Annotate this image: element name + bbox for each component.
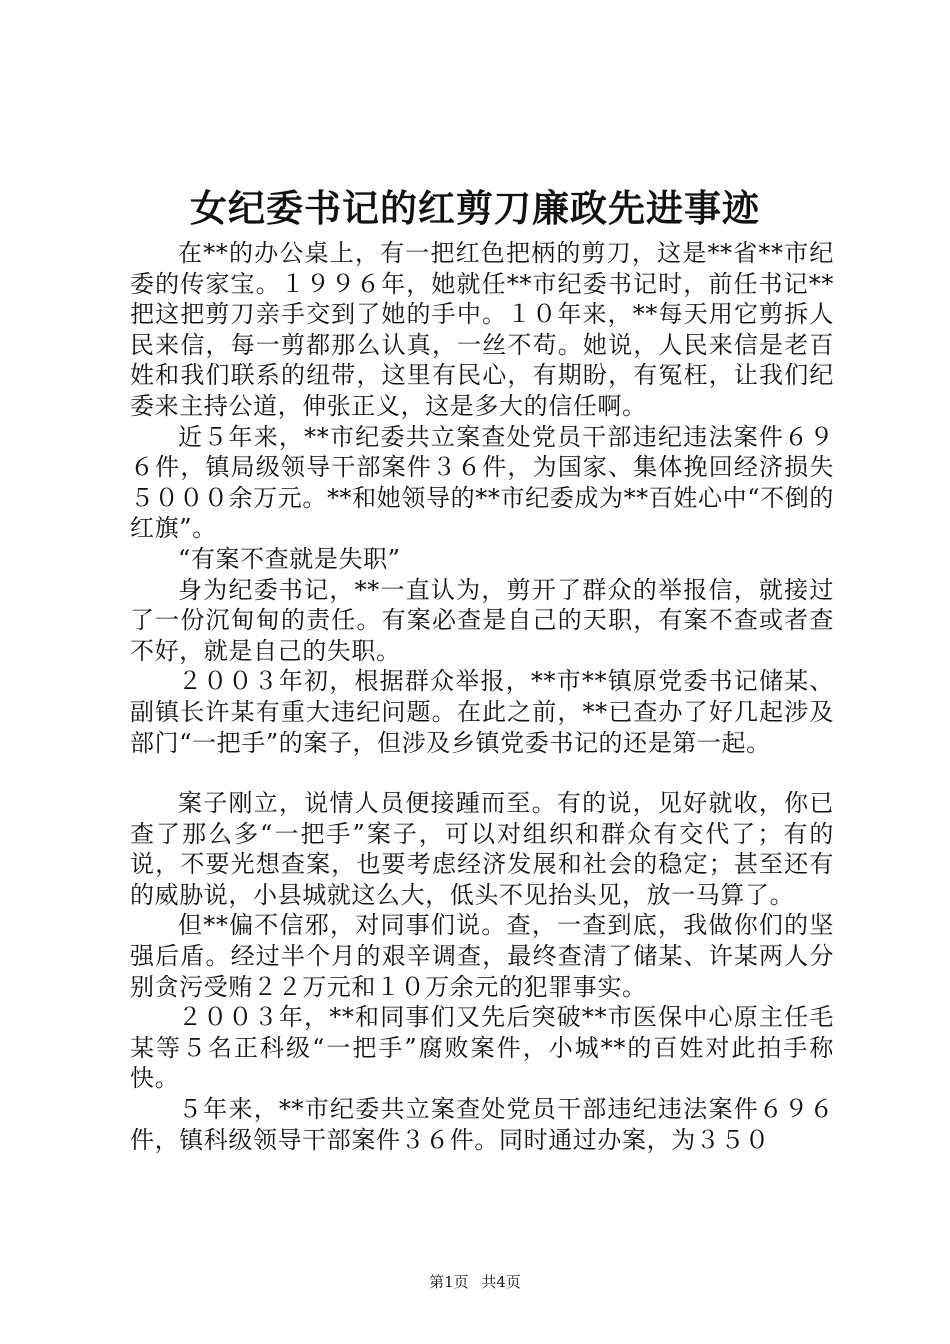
paragraph: ５年来，**市纪委共立案查处党员干部违纪违法案件６９６件，镇科级领导干部案件３６件。同时通过办案，为３５０ [130, 1095, 834, 1154]
paragraph: ２００３年初，根据群众举报，**市**镇原党委书记储某、副镇长许某有重大违纪问题。在此之前，**已查办了好几起涉及部门“一把手”的案子，但涉及乡镇党委书记的还是第一起。 [130, 667, 834, 757]
section-heading: “有案不查就是失职” [178, 544, 401, 573]
paragraph: 案子刚立，说情人员便接踵而至。有的说，见好就收，你已查了那么多“一把手”案子，可以对组织和群众有交代了；有的说，不要光想查案，也要考虑经济发展和社会的稳定；甚至还有的威胁说，小县城就这么大，低头不见抬头见，放一马算了。 [130, 789, 834, 909]
document-body [130, 238, 834, 1155]
document-title: 女纪委书记的红剪刀廉政先进事迹 [190, 186, 760, 230]
paragraph: 在**的办公桌上，有一把红色把柄的剪刀，这是**省**市纪委的传家宝。１９９６年，她就任**市纪委书记时，前任书记**把这把剪刀亲手交到了她的手中。１０年来，**每天用它剪拆人民来信，每一剪都那么认真，一丝不苟。她说，人民来信是老百姓和我们联系的纽带，这里有民心，有期盼，有冤枉，让我们纪委来主持公道，伸张正义，这是多大的信任啊。 [130, 239, 834, 420]
page-footer [0, 1272, 950, 1292]
paragraph: 但**偏不信邪，对同事们说。查，一查到底，我做你们的坚强后盾。经过半个月的艰辛调查，最终查清了储某、许某两人分别贪污受贿２２万元和１０万余元的犯罪事实。 [130, 911, 834, 1001]
paragraph: ２００３年，**和同事们又先后突破**市医保中心原主任毛某等５名正科级“一把手”腐败案件，小城**的百姓对此拍手称快。 [130, 1003, 834, 1093]
page-total: 共4页 [481, 1273, 521, 1291]
paragraph: 身为纪委书记，**一直认为，剪开了群众的举报信，就接过了一份沉甸甸的责任。有案必查是自己的天职，有案不查或者查不好，就是自己的失职。 [130, 575, 834, 665]
page-number: 第1页 [429, 1273, 469, 1291]
paragraph: 近５年来，**市纪委共立案查处党员干部违纪违法案件６９６件，镇局级领导干部案件３６件，为国家、集体挽回经济损失５０００余万元。**和她领导的**市纪委成为**百姓心中“不倒的红旗”。 [130, 422, 834, 543]
